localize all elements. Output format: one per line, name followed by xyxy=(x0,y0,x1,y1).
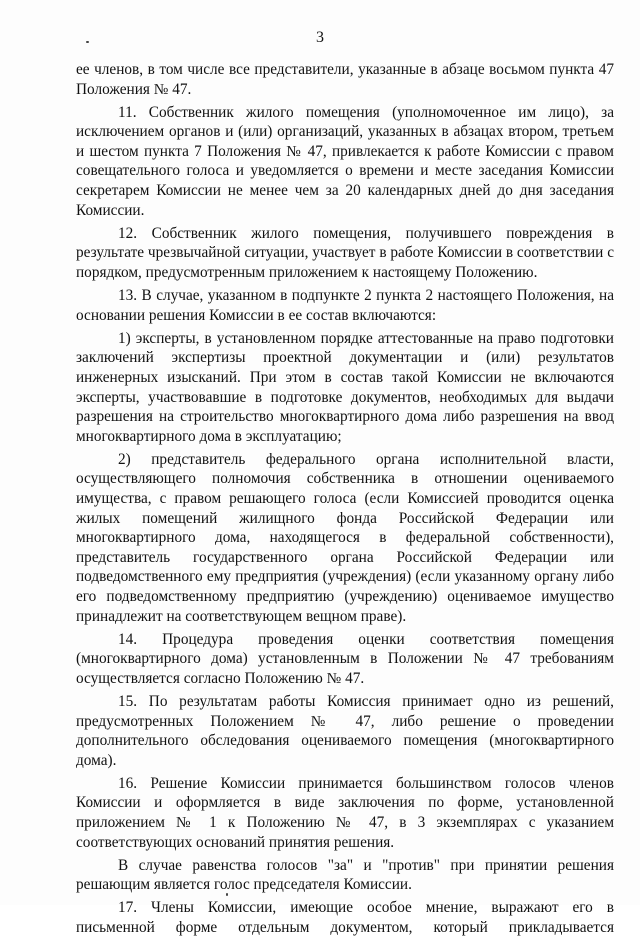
page-number: 3 xyxy=(316,29,324,46)
paragraph-item-15: 15. По результатам работы Комиссия принимает одно из решений, предусмотренных Положением № 47, либо решение о проведении дополнительного обследования оцениваемого помещения (многоквартирного дома). xyxy=(76,692,614,769)
paragraph-item-16-tie: В случае равенства голосов "за" и "против" при принятии решения решающим является голос председателя Комиссии. xyxy=(76,856,614,894)
paragraph-item-16: 16. Решение Комиссии принимается большинством голосов членов Комиссии и оформляется в виде заключения по форме, установленной приложением № 1 к Положению № 47, в 3 экземплярах с указанием соответствующих оснований принятия решения. xyxy=(76,774,614,851)
document-body xyxy=(76,60,614,941)
subitem-13-1: 1) эксперты, в установленном порядке аттестованные на право подготовки заключений экспертизы проектной документации и (или) результатов инженерных изысканий. При этом в состав такой Комиссии не включаются эксперты, участвовавшие в подготовке документов, необходимых для выдачи разрешения на строительство многоквартирного дома либо разрешения на ввод многоквартирного дома в эксплуатацию; xyxy=(76,329,614,445)
paragraph-item-11: 11. Собственник жилого помещения (уполномоченное им лицо), за исключением органов и (или) организаций, указанных в абзацах втором, третьем и шестом пункта 7 Положения № 47, привлекается к работе Комиссии с правом совещательного голоса и уведомляется о времени и месте заседания Комиссии секретарем Комиссии не менее чем за 20 календарных дней до дня заседания Комиссии. xyxy=(76,103,614,219)
scan-speck-top xyxy=(86,41,89,43)
paragraph-item-14: 14. Процедура проведения оценки соответствия помещения (многоквартирного дома) установленным в Положении № 47 требованиям осуществляется согласно Положению № 47. xyxy=(76,630,614,687)
paragraph-item-17: 17. Члены Комиссии, имеющие особое мнение, выражают его в письменной форме отдельным документом, который прикладывается xyxy=(76,899,614,936)
paragraph-item-12: 12. Собственник жилого помещения, получившего повреждения в результате чрезвычайной ситуации, участвует в работе Комиссии в соответствии с порядком, предусмотренным приложением к настоящему Положению. xyxy=(76,224,614,281)
subitem-13-2: 2) представитель федерального органа исполнительной власти, осуществляющего полномочия собственника в отношении оцениваемого имущества, с правом решающего голоса (если Комиссией проводится оценка жилых помещений жилищного фонда Российской Федерации или многоквартирного дома, находящегося в федеральной собственности), представитель государственного органа Российской Федерации или подведомственного ему предприятия (учреждения) (если указанному органу либо его подведомственному предприятию (учреждению) оцениваемое имущество принадлежит на соответствующем вещном праве). xyxy=(76,450,614,625)
scan-speck-bottom xyxy=(226,893,228,896)
paragraph-continuation: ее членов, в том числе все представители, указанные в абзаце восьмом пункта 47 Положения № 47. xyxy=(76,61,614,98)
paragraph-item-13: 13. В случае, указанном в подпункте 2 пункта 2 настоящего Положения, на основании решения Комиссии в ее состав включаются: xyxy=(76,287,614,324)
